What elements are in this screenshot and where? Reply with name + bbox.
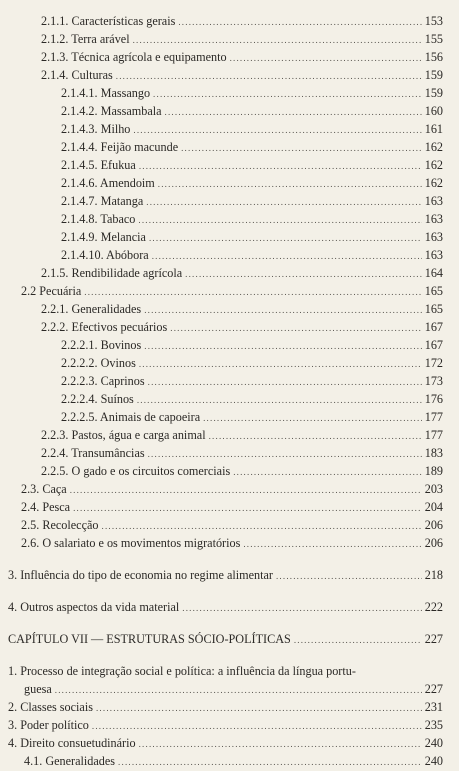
toc-entry-title: 2.1.4.4. Feijão macunde bbox=[61, 140, 179, 154]
toc-entry-page: 173 bbox=[424, 374, 443, 388]
dot-leader bbox=[118, 753, 422, 771]
toc-entry-page: 155 bbox=[424, 32, 443, 46]
toc-entry bbox=[61, 174, 443, 192]
dot-leader bbox=[139, 157, 422, 175]
toc-entry-page: 240 bbox=[424, 754, 443, 768]
toc-entry-title: 2.1.4.7. Matanga bbox=[61, 194, 144, 208]
dot-leader bbox=[139, 355, 422, 373]
toc-entry-page: 172 bbox=[424, 356, 443, 370]
dot-leader bbox=[181, 139, 422, 157]
toc-entry bbox=[61, 354, 443, 372]
toc-entry-page: 167 bbox=[424, 338, 443, 352]
dot-leader bbox=[209, 427, 422, 445]
dot-leader bbox=[148, 373, 422, 391]
toc-entry-title: 2.2.4. Transumâncias bbox=[41, 446, 145, 460]
dot-leader bbox=[230, 49, 422, 67]
toc-entry-title: 2.5. Recolecção bbox=[21, 518, 99, 532]
toc-entry-page: 163 bbox=[424, 230, 443, 244]
toc-entry-title: 2.2.2. Efectivos pecuários bbox=[41, 320, 168, 334]
toc-entry bbox=[61, 408, 443, 426]
toc-entry-title: 2.3. Caça bbox=[21, 482, 67, 496]
toc-entry-page: 204 bbox=[424, 500, 443, 514]
toc-entry-page: 163 bbox=[424, 248, 443, 262]
dot-leader bbox=[133, 121, 421, 139]
toc-entry bbox=[8, 566, 443, 584]
toc-entry-page: 176 bbox=[424, 392, 443, 406]
dot-leader bbox=[92, 717, 422, 735]
toc-entry bbox=[24, 680, 443, 698]
toc-entry-title: 2.2.3. Pastos, água e carga animal bbox=[41, 428, 206, 442]
toc-entry-title: 2.2.2.4. Suínos bbox=[61, 392, 134, 406]
toc-entry-title: 2.1.4.2. Massambala bbox=[61, 104, 162, 118]
dot-leader bbox=[185, 265, 422, 283]
toc-entry-title: 2.1.4. Culturas bbox=[41, 68, 113, 82]
toc-entry-first-line bbox=[8, 662, 356, 680]
toc-entry-page: 227 bbox=[424, 682, 443, 696]
toc-entry bbox=[8, 598, 443, 616]
toc-entry bbox=[61, 84, 443, 102]
toc-entry-title: 1. Processo de integração social e política: a influência da língua portu- bbox=[8, 664, 356, 678]
toc-entry-page: 160 bbox=[424, 104, 443, 118]
toc-entry bbox=[61, 336, 443, 354]
toc-entry bbox=[61, 390, 443, 408]
toc-entry-page: 164 bbox=[424, 266, 443, 280]
toc-entry-title: 2.2.2.1. Bovinos bbox=[61, 338, 142, 352]
toc-entry-page: 177 bbox=[424, 428, 443, 442]
toc-entry-page: 189 bbox=[424, 464, 443, 478]
dot-leader bbox=[146, 193, 421, 211]
toc-entry-page: 183 bbox=[424, 446, 443, 460]
dot-leader bbox=[116, 67, 422, 85]
toc-entry bbox=[41, 48, 443, 66]
toc-entry bbox=[8, 734, 443, 752]
toc-entry-page: 206 bbox=[424, 536, 443, 550]
toc-entry-title: 2.2.2.2. Ovinos bbox=[61, 356, 136, 370]
toc-entry-title: 2.2.1. Generalidades bbox=[41, 302, 142, 316]
toc-entry bbox=[61, 192, 443, 210]
toc-entry-title: 4. Direito consuetudinário bbox=[8, 736, 136, 750]
toc-entry-title: 2.1.4.1. Massango bbox=[61, 86, 151, 100]
toc-entry-page: 162 bbox=[424, 140, 443, 154]
toc-entry bbox=[41, 426, 443, 444]
toc-entry-page: 218 bbox=[424, 568, 443, 582]
toc-entry-title: 2.6. O salariato e os movimentos migratórios bbox=[21, 536, 241, 550]
dot-leader bbox=[133, 31, 422, 49]
toc-entry-title: 2.1.4.10. Abóbora bbox=[61, 248, 149, 262]
toc-entry-page: 206 bbox=[424, 518, 443, 532]
toc-entry-title: 2. Classes sociais bbox=[8, 700, 93, 714]
dot-leader bbox=[233, 463, 422, 481]
dot-leader bbox=[152, 247, 422, 265]
dot-leader bbox=[165, 103, 422, 121]
toc-entry-page: 153 bbox=[424, 14, 443, 28]
toc-entry-page: 161 bbox=[424, 122, 443, 136]
dot-leader bbox=[144, 337, 421, 355]
toc-entry bbox=[61, 156, 443, 174]
toc-chapter-title: CAPÍTULO VII — ESTRUTURAS SÓCIO-POLÍTICAS bbox=[8, 632, 291, 646]
toc-entry-title: 4. Outros aspectos da vida material bbox=[8, 600, 180, 614]
dot-leader bbox=[158, 175, 422, 193]
toc-entry-page: 159 bbox=[424, 86, 443, 100]
toc-entry-page: 231 bbox=[424, 700, 443, 714]
dot-leader bbox=[84, 283, 421, 301]
toc-entry-title: 2.1.4.8. Tabaco bbox=[61, 212, 136, 226]
toc-entry-page: 235 bbox=[424, 718, 443, 732]
toc-entry-title: 2.1.1. Características gerais bbox=[41, 14, 176, 28]
toc-entry bbox=[21, 282, 443, 300]
toc-entry-page: 177 bbox=[424, 410, 443, 424]
toc-entry bbox=[24, 752, 443, 770]
dot-leader bbox=[139, 735, 422, 753]
toc-entry bbox=[61, 210, 443, 228]
toc-entry-title: 2.2.2.5. Animais de capoeira bbox=[61, 410, 201, 424]
toc-entry-page: 222 bbox=[424, 600, 443, 614]
toc-entry bbox=[61, 372, 443, 390]
toc-entry bbox=[8, 716, 443, 734]
toc-entry bbox=[41, 300, 443, 318]
toc-entry-page: 240 bbox=[424, 736, 443, 750]
toc-chapter-entry bbox=[8, 630, 443, 648]
toc-entry-page: 162 bbox=[424, 176, 443, 190]
toc-entry-title: 2.2.5. O gado e os circuitos comerciais bbox=[41, 464, 231, 478]
dot-leader bbox=[182, 599, 421, 617]
toc-entry-page: 162 bbox=[424, 158, 443, 172]
dot-leader bbox=[153, 85, 422, 103]
toc-entry bbox=[61, 102, 443, 120]
toc-entry-title: guesa bbox=[24, 682, 52, 696]
toc-entry-title: 2.1.4.9. Melancia bbox=[61, 230, 146, 244]
toc-entry-title: 2.1.5. Rendibilidade agrícola bbox=[41, 266, 183, 280]
dot-leader bbox=[96, 699, 422, 717]
toc-entry-page: 159 bbox=[424, 68, 443, 82]
dot-leader bbox=[170, 319, 421, 337]
toc-entry bbox=[61, 138, 443, 156]
toc-entry bbox=[21, 498, 443, 516]
toc-entry-title: 3. Influência do tipo de economia no regime alimentar bbox=[8, 568, 273, 582]
toc-entry bbox=[41, 264, 443, 282]
dot-leader bbox=[178, 13, 421, 31]
toc-entry-title: 2.4. Pesca bbox=[21, 500, 71, 514]
toc-entry-title: 2.1.4.6. Amendoim bbox=[61, 176, 155, 190]
toc-entry-page: 163 bbox=[424, 212, 443, 226]
toc-entry bbox=[61, 228, 443, 246]
dot-leader bbox=[203, 409, 422, 427]
toc-entry-page: 165 bbox=[424, 302, 443, 316]
toc-entry-title: 4.1. Generalidades bbox=[24, 754, 116, 768]
toc-entry-title: 3. Poder político bbox=[8, 718, 89, 732]
toc-entry bbox=[21, 516, 443, 534]
dot-leader bbox=[73, 499, 422, 517]
toc-entry bbox=[41, 462, 443, 480]
toc-entry bbox=[8, 698, 443, 716]
dot-leader bbox=[276, 567, 422, 585]
toc-entry bbox=[41, 30, 443, 48]
toc-entry-title: 2.1.4.3. Milho bbox=[61, 122, 131, 136]
toc-entry-title: 2.2 Pecuária bbox=[21, 284, 82, 298]
toc-entry-page: 165 bbox=[424, 284, 443, 298]
toc-entry bbox=[61, 120, 443, 138]
toc-entry-title: 2.1.2. Terra arável bbox=[41, 32, 130, 46]
toc-entry bbox=[41, 66, 443, 84]
toc-entry bbox=[61, 246, 443, 264]
toc-entry bbox=[41, 318, 443, 336]
toc-entry-title: 2.2.2.3. Caprinos bbox=[61, 374, 145, 388]
dot-leader bbox=[70, 481, 422, 499]
dot-leader bbox=[102, 517, 422, 535]
toc-entry-title: 2.1.4.5. Efukua bbox=[61, 158, 136, 172]
toc-entry-page: 156 bbox=[424, 50, 443, 64]
toc-entry bbox=[21, 534, 443, 552]
toc-entry-page: 167 bbox=[424, 320, 443, 334]
toc-entry bbox=[21, 480, 443, 498]
dot-leader bbox=[148, 445, 422, 463]
toc-entry bbox=[41, 444, 443, 462]
dot-leader bbox=[144, 301, 422, 319]
dot-leader bbox=[138, 211, 421, 229]
toc-entry-page: 163 bbox=[424, 194, 443, 208]
toc-entry-page: 227 bbox=[424, 632, 443, 646]
dot-leader bbox=[137, 391, 422, 409]
toc-entry bbox=[41, 12, 443, 30]
dot-leader bbox=[243, 535, 421, 553]
dot-leader bbox=[55, 681, 422, 699]
dot-leader bbox=[294, 631, 422, 649]
toc-entry-title: 2.1.3. Técnica agrícola e equipamento bbox=[41, 50, 227, 64]
toc-entry-page: 203 bbox=[424, 482, 443, 496]
dot-leader bbox=[149, 229, 422, 247]
